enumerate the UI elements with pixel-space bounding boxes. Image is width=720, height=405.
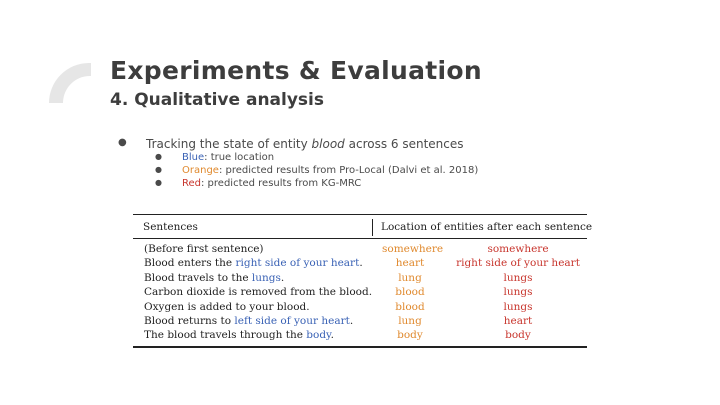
legend-key-red: Red [182,178,201,189]
entity-tracking-table [133,212,593,348]
sentence-cell: Blood enters the right side of your heart. [144,257,363,270]
emphasis-blood: blood [311,137,345,151]
prolocal-cell: blood [395,286,425,299]
sentence-cell: Blood returns to left side of your heart. [144,314,354,327]
table-row [133,242,587,256]
prolocal-cell: lung [398,314,422,327]
slide-title: Experiments & Evaluation [110,56,482,85]
kgmrc-cell: lungs [503,286,533,299]
table-row [133,300,587,314]
legend-key-orange: Orange [182,165,219,176]
bullet-dot-icon: ● [155,165,162,174]
main-bullet-text: Tracking the state of entity blood across 6 sentences [146,137,464,151]
table-bottom-rule [133,346,587,348]
kgmrc-cell: heart [503,314,533,327]
table-header-rule [133,238,587,239]
table-body [133,242,587,343]
slide-subtitle: 4. Qualitative analysis [110,90,324,110]
prolocal-cell: somewhere [382,243,444,255]
sentence-cell: Carbon dioxide is removed from the blood. [144,286,373,299]
prolocal-cell: blood [395,300,425,313]
kgmrc-cell: somewhere [487,243,549,255]
prolocal-cell: lung [398,271,422,284]
kgmrc-cell: body [505,329,531,342]
sentence-cell: (Before first sentence) [144,243,264,255]
table-header-sentences: Sentences [143,221,198,233]
sentence-cell: Blood travels to the lungs. [144,271,285,284]
bullet-dot-icon: ● [155,178,162,187]
sentence-cell: Oxygen is added to your blood. [144,300,310,313]
sentence-cell: The blood travels through the body. [144,329,334,342]
table-row [133,285,587,299]
bullet-dot-icon: ● [155,152,162,161]
kgmrc-cell: lungs [503,271,533,284]
table-row [133,328,587,342]
corner-decoration [49,63,91,103]
legend-key-blue: Blue [182,152,205,163]
prolocal-cell: heart [395,257,425,270]
table-row [133,256,587,270]
table-top-rule [133,214,587,215]
table-row [133,314,587,328]
header-separator [372,219,373,236]
bullet-dot-icon: ● [118,137,127,148]
prolocal-cell: body [397,329,423,342]
table-header-locations: Location of entities after each sentence [381,221,593,233]
table-row [133,271,587,285]
kgmrc-cell: lungs [503,300,533,313]
kgmrc-cell: right side of your heart [456,257,580,270]
